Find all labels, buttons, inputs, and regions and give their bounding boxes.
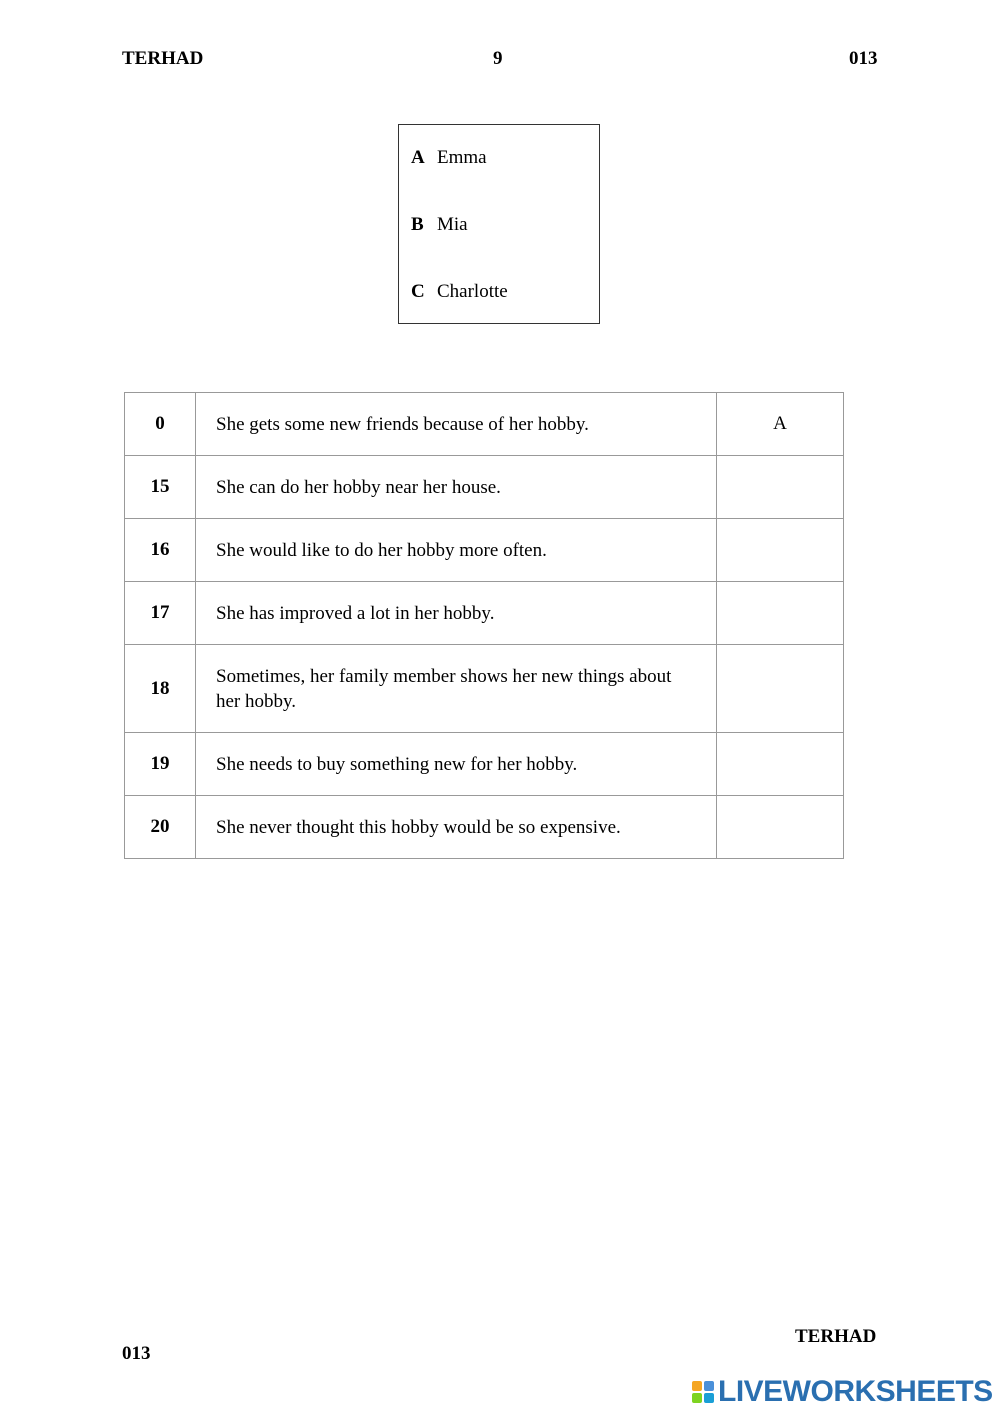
option-letter: C [411, 281, 425, 302]
answer-input-cell[interactable] [717, 456, 844, 519]
logo-square [704, 1381, 714, 1391]
question-statement: Sometimes, her family member shows her new things about her hobby. [196, 645, 717, 733]
question-table [124, 392, 844, 859]
question-statement: She can do her hobby near her house. [196, 456, 717, 519]
question-number: 15 [125, 456, 196, 519]
header-right-code: 013 [849, 48, 878, 69]
brand-wordmark: LIVEWORKSHEETS [718, 1375, 993, 1408]
answer-input-cell[interactable] [717, 796, 844, 859]
option-letter: B [411, 214, 424, 235]
logo-square [704, 1393, 714, 1403]
question-number: 0 [125, 393, 196, 456]
table-row [125, 582, 844, 645]
answer-input-cell[interactable] [717, 582, 844, 645]
option-name: Mia [437, 214, 468, 235]
answer-input-cell[interactable] [717, 519, 844, 582]
table-row [125, 796, 844, 859]
table-row [125, 456, 844, 519]
logo-square [692, 1381, 702, 1391]
answer-input-cell[interactable] [717, 645, 844, 733]
question-statement: She would like to do her hobby more often. [196, 519, 717, 582]
question-statement: She needs to buy something new for her hobby. [196, 733, 717, 796]
answer-input-cell[interactable] [717, 733, 844, 796]
liveworksheets-logo-icon [692, 1381, 714, 1403]
option-name: Charlotte [437, 281, 508, 302]
table-row [125, 645, 844, 733]
question-statement: She gets some new friends because of her hobby. [196, 393, 717, 456]
question-statement: She never thought this hobby would be so expensive. [196, 796, 717, 859]
table-row [125, 519, 844, 582]
table-row [125, 733, 844, 796]
liveworksheets-brand [692, 1375, 993, 1409]
question-number: 20 [125, 796, 196, 859]
logo-square [692, 1393, 702, 1403]
option-b [411, 214, 468, 236]
table-row [125, 393, 844, 456]
question-number: 17 [125, 582, 196, 645]
option-letter: A [411, 147, 425, 168]
option-name: Emma [437, 147, 487, 168]
question-number: 19 [125, 733, 196, 796]
question-number: 16 [125, 519, 196, 582]
page-number: 9 [493, 48, 503, 69]
answer-cell: A [717, 393, 844, 456]
header-left-label: TERHAD [122, 48, 204, 69]
options-box [398, 124, 600, 324]
option-a [411, 147, 487, 169]
question-number: 18 [125, 645, 196, 733]
option-c [411, 281, 508, 303]
footer-left-code: 013 [122, 1343, 151, 1364]
footer-right-label: TERHAD [795, 1326, 877, 1347]
question-statement: She has improved a lot in her hobby. [196, 582, 717, 645]
